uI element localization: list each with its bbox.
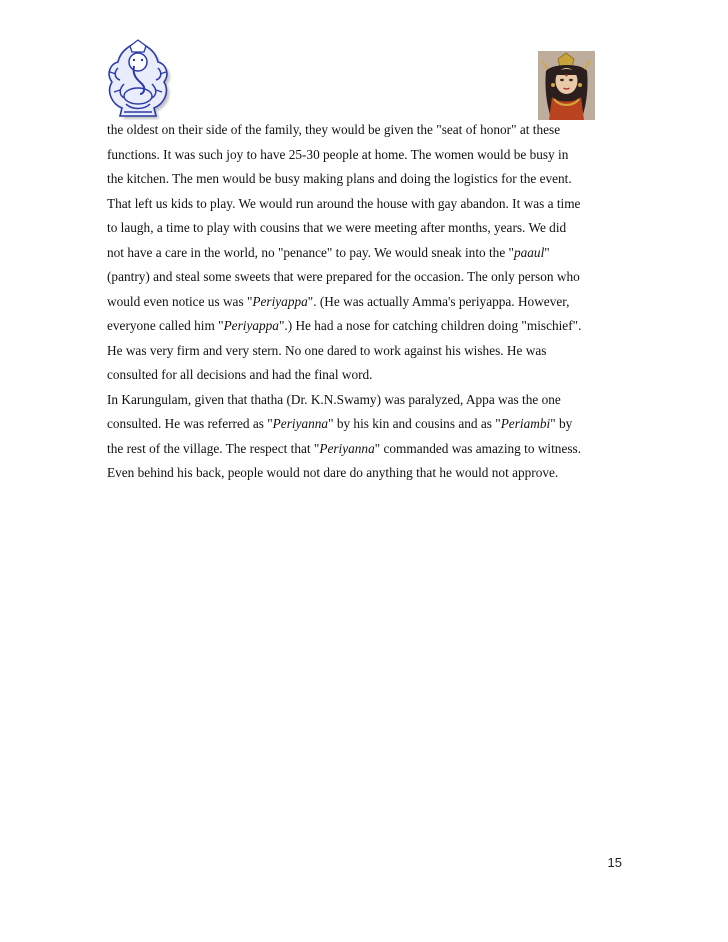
text-run: not have a care in the world, no "penance" to pay. We would sneak into the " [107, 244, 514, 260]
text-run: everyone called him " [107, 318, 224, 333]
text-line [107, 216, 627, 241]
text-run: " by [550, 416, 573, 431]
italic-term: Periambi [500, 416, 551, 431]
text-line [107, 412, 627, 437]
text-line [107, 437, 627, 462]
italic-term: Periyanna [319, 440, 375, 456]
italic-term: Periyappa [252, 293, 308, 309]
page-number: 15 [607, 855, 622, 870]
goddess-portrait-icon [538, 51, 595, 120]
text-line [107, 339, 627, 364]
italic-term: Periyanna [272, 416, 329, 431]
text-run: That left us kids to play. We would run around the house with gay abandon. It was a time [107, 195, 581, 211]
text-run: " commanded was amazing to witness. [374, 440, 582, 456]
text-run: consulted for all decisions and had the final word. [107, 367, 373, 382]
text-line [107, 388, 627, 413]
italic-term: paaul [513, 244, 545, 260]
text-run: would even notice us was " [107, 293, 253, 309]
text-line [107, 290, 627, 315]
text-run: (pantry) and steal some sweets that were prepared for the occasion. The only person who [107, 269, 580, 284]
italic-term: Periyappa [223, 318, 279, 333]
text-line [107, 363, 627, 388]
text-run: the rest of the village. The respect that " [107, 440, 320, 456]
text-run: " [544, 244, 550, 260]
text-line [107, 192, 627, 217]
text-line [107, 461, 627, 486]
text-run: to laugh, a time to play with cousins that we were meeting after months, years. We did [107, 220, 567, 235]
text-run: " by his kin and cousins and as " [328, 416, 501, 431]
text-run: In Karungulam, given that thatha (Dr. K.N.Swamy) was paralyzed, Appa was the one [107, 391, 561, 407]
body-text [107, 118, 627, 486]
text-line [107, 143, 627, 168]
text-run: consulted. He was referred as " [107, 416, 273, 431]
text-line [107, 265, 627, 290]
text-run: Even behind his back, people would not dare do anything that he would not approve. [107, 465, 559, 480]
text-run: He was very firm and very stern. No one dared to work against his wishes. He was [107, 342, 547, 358]
text-run: the oldest on their side of the family, they would be given the "seat of honor" at these [107, 122, 561, 137]
text-run: functions. It was such joy to have 25-30 people at home. The women would be busy in [107, 146, 569, 162]
text-line [107, 118, 627, 143]
text-run: ".) He had a nose for catching children doing "mischief". [278, 318, 582, 333]
ganesha-emblem-icon [104, 38, 172, 120]
text-line [107, 314, 627, 339]
text-line [107, 167, 627, 192]
text-run: ". (He was actually Amma's periyappa. However, [307, 293, 570, 309]
text-line [107, 241, 627, 266]
text-run: the kitchen. The men would be busy making plans and doing the logistics for the event. [107, 171, 572, 186]
